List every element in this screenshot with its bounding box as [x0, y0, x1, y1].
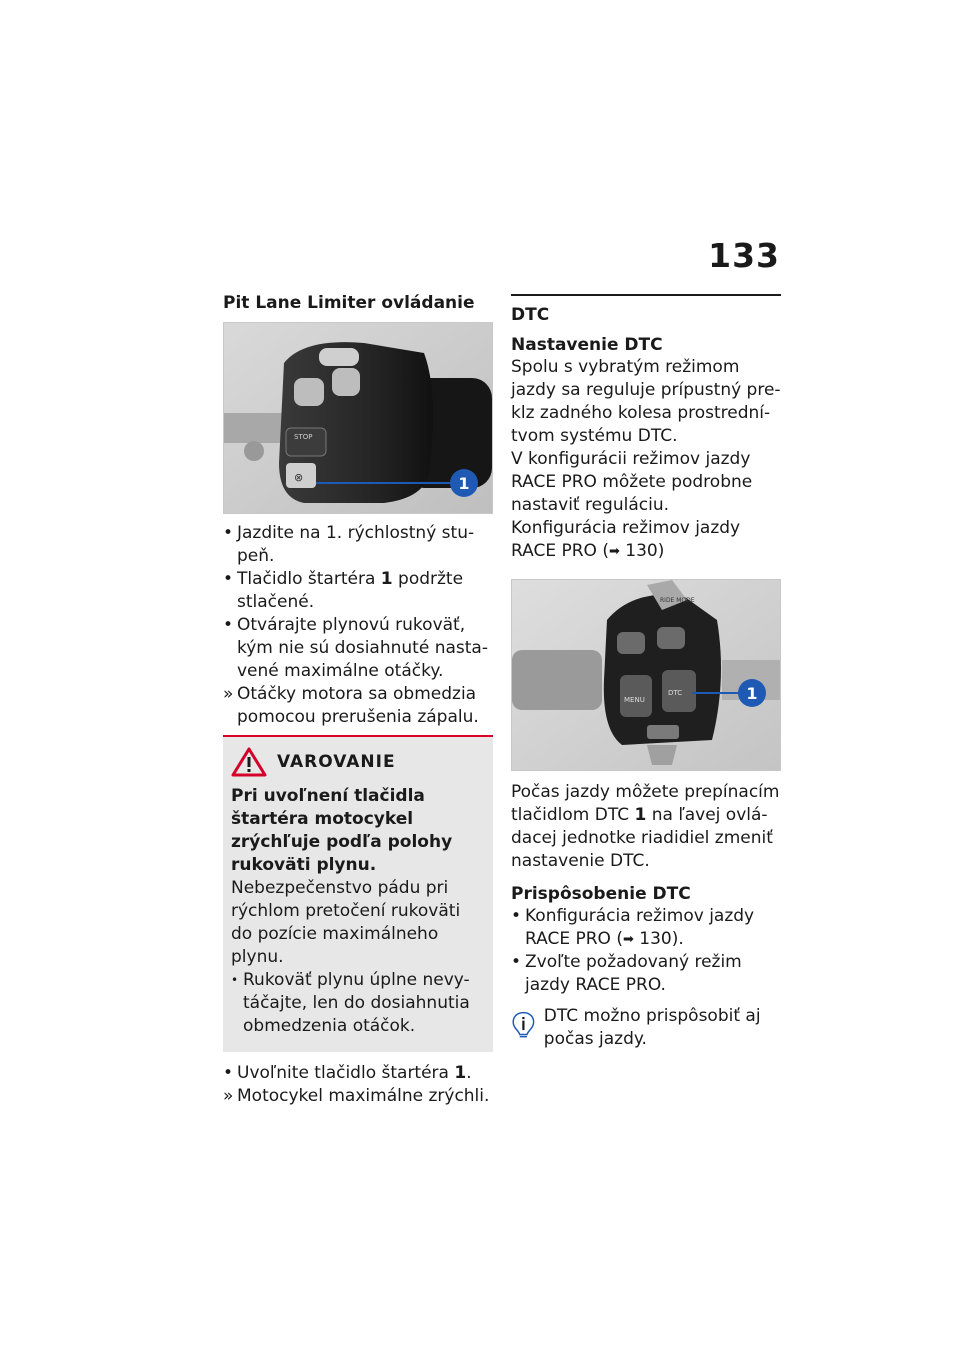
dtc-after-text: Počas jazdy môžete prepínacím tlačidlom DTC 1 na ľavej ovlá-dacej jednotke riadidiel zmeniť nastavenie DTC. [511, 782, 780, 871]
left-column [223, 292, 493, 1108]
lower-trigger [647, 745, 677, 765]
dtc-intro: Spolu s vybratým režimom jazdy sa reguluje prípustný pre-klz zadného kolesa prostrední-tvom systému DTC. [511, 357, 781, 446]
page-number: 133 [708, 236, 780, 275]
list-item: • Tlačidlo štartéra 1 podržte stlačené. [223, 569, 464, 612]
pit-lane-steps-2 [223, 1062, 493, 1108]
warning-box [223, 737, 493, 1052]
info-icon [511, 1005, 536, 1045]
dtc-config-text: V konfigurácii režimov jazdy RACE PRO môžete podrobne nastaviť reguláciu. [511, 449, 753, 515]
dtc-figure [511, 579, 781, 771]
list-item: • Uvoľnite tlačidlo štartéra 1. [223, 1063, 472, 1083]
upper-button-left [294, 378, 324, 406]
warning-list [231, 969, 479, 1038]
switch-housing [604, 594, 721, 745]
list-item: • Otvárajte plynovú rukoväť, kým nie sú dosiahnuté nasta-vené maximálne otáčky. [223, 615, 488, 681]
scroll-switch [647, 725, 679, 739]
ride-mode-label: RIDE MODE [660, 597, 695, 604]
list-item: • Zvoľte požadovaný režim jazdy RACE PRO. [511, 952, 742, 995]
screw-icon [244, 441, 264, 461]
dtc-label: DTC [668, 689, 683, 697]
callout-number: 1 [458, 474, 470, 493]
pit-lane-figure [223, 322, 493, 514]
handlebar-switch-illustration [224, 323, 492, 513]
list-item: • Konfigurácia režimov jazdy RACE PRO (➡ 130). [511, 906, 755, 949]
top-button [319, 348, 359, 366]
upper-left-button [617, 632, 645, 654]
dtc-subtitle-2: Prispôsobenie DTC [511, 884, 691, 904]
grip [512, 650, 602, 710]
callout-number: 1 [746, 684, 758, 703]
list-item: » Motocykel maximálne zrýchli. [223, 1086, 490, 1106]
warning-triangle-icon [231, 747, 267, 777]
pit-lane-title: Pit Lane Limiter ovládanie [223, 293, 475, 313]
list-item: • Jazdite na 1. rýchlostný stu-peň. [223, 523, 475, 566]
kill-label: STOP [294, 433, 313, 441]
right-column [511, 292, 781, 1051]
menu-label: MENU [624, 696, 645, 704]
warning-header [231, 747, 479, 777]
page-ref-arrow-icon: ➡ [622, 932, 634, 947]
warning-title: VAROVANIE [277, 752, 396, 772]
dtc-list [511, 905, 781, 997]
info-note [511, 1005, 781, 1051]
dtc-top-rule [511, 294, 781, 296]
list-item: » Otáčky motora sa obmedzia pomocou prerušenia zápalu. [223, 684, 479, 727]
warning-text: Nebezpečenstvo pádu pri rýchlom pretočení rukoväti do pozície maximálneho plynu. [231, 878, 461, 967]
pit-lane-steps [223, 522, 493, 729]
list-item: • Rukoväť plynu úplne nevy-táčajte, len do dosiahnutia obmedzenia otáčok. [231, 970, 470, 1036]
upper-right-button [657, 627, 685, 649]
dtc-subtitle: Nastavenie DTC [511, 335, 663, 355]
page-ref-arrow-icon: ➡ [608, 544, 620, 559]
dtc-switch-illustration [512, 580, 780, 770]
dtc-config-ref: Konfigurácia režimov jazdy RACE PRO (➡ 130) [511, 518, 741, 561]
upper-button-right [332, 368, 360, 396]
info-note-text: DTC možno prispôsobiť aj počas jazdy. [543, 1006, 761, 1049]
dtc-title: DTC [511, 305, 550, 325]
warning-bold-text: Pri uvoľnení tlačidla štartéra motocykel zrýchľuje podľa polohy rukoväti plynu. [231, 786, 453, 875]
starter-symbol: ⊗ [294, 471, 304, 484]
